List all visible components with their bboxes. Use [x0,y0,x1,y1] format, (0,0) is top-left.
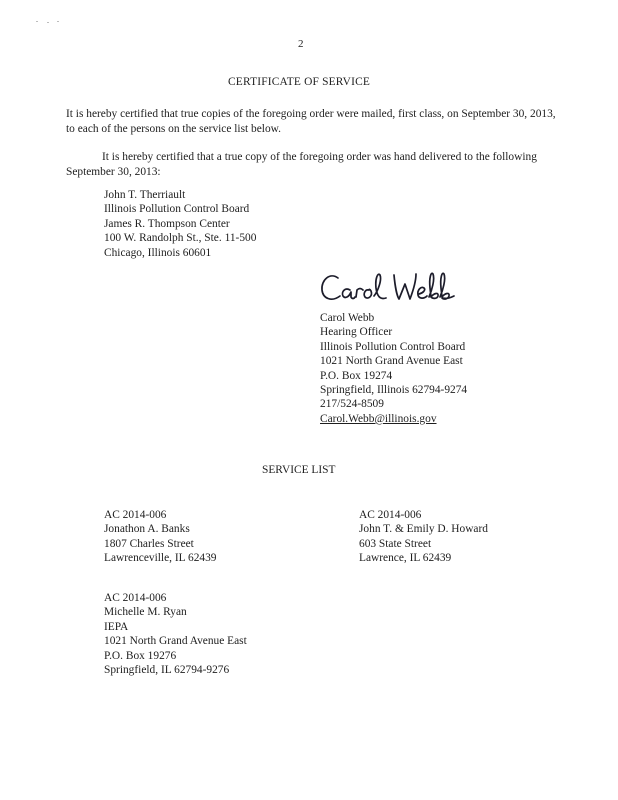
signatory-city: Springfield, Illinois 62794-9274 [320,384,468,397]
entry-name: John T. & Emily D. Howard [359,523,488,536]
entry-case: AC 2014-006 [104,592,167,604]
signatory-title: Hearing Officer [320,326,393,339]
entry-street: 1807 Charles Street [104,537,194,550]
entry-street: 1021 North Grand Avenue East [104,635,247,648]
entry-street: 603 State Street [359,537,432,550]
service-list-entry [104,591,247,677]
signature-block [320,311,467,426]
service-list-title: SERVICE LIST [262,464,336,476]
entry-city: Springfield, IL 62794-9276 [104,664,230,677]
scan-speck [47,22,49,23]
entry-organization: IEPA [104,620,129,633]
recipient-street: 100 W. Randolph St., Ste. 11-500 [104,232,257,245]
entry-case: AC 2014-006 [104,509,167,521]
entry-case: AC 2014-006 [359,509,422,521]
signatory-phone: 217/524-8509 [320,398,384,411]
entry-city: Lawrence, IL 62439 [359,552,452,565]
service-list-entry [359,508,488,566]
signatory-email-link[interactable]: Carol.Webb@illinois.gov [320,412,437,425]
entry-po-box: P.O. Box 19276 [104,649,177,662]
service-list-entry [104,508,217,566]
signatory-street: 1021 North Grand Avenue East [320,355,463,368]
signatory-organization: Illinois Pollution Control Board [320,340,466,353]
signatory-po-box: P.O. Box 19274 [320,369,393,382]
scan-speck [36,21,38,22]
signatory-name: Carol Webb [320,312,375,324]
entry-name: Jonathon A. Banks [104,523,190,536]
entry-name: Michelle M. Ryan [104,606,187,619]
page-number: 2 [298,38,304,50]
recipient-building: James R. Thompson Center [104,217,230,230]
paragraph-mailed: It is hereby certified that true copies of the foregoing order were mailed, first class, on September 30, 2013, to each of the persons on the service list below. [66,108,556,135]
certificate-title: CERTIFICATE OF SERVICE [228,76,371,88]
recipient-city: Chicago, Illinois 60601 [104,246,212,259]
scan-speck [57,21,59,22]
entry-city: Lawrenceville, IL 62439 [104,552,217,565]
hand-delivery-recipient [104,188,256,260]
paragraph-hand-delivered: It is hereby certified that a true copy of the foregoing order was hand delivered to the following September 30, 2013: [66,151,537,178]
handwritten-signature [318,266,468,310]
recipient-name: John T. Therriault [104,189,186,201]
recipient-organization: Illinois Pollution Control Board [104,203,250,216]
